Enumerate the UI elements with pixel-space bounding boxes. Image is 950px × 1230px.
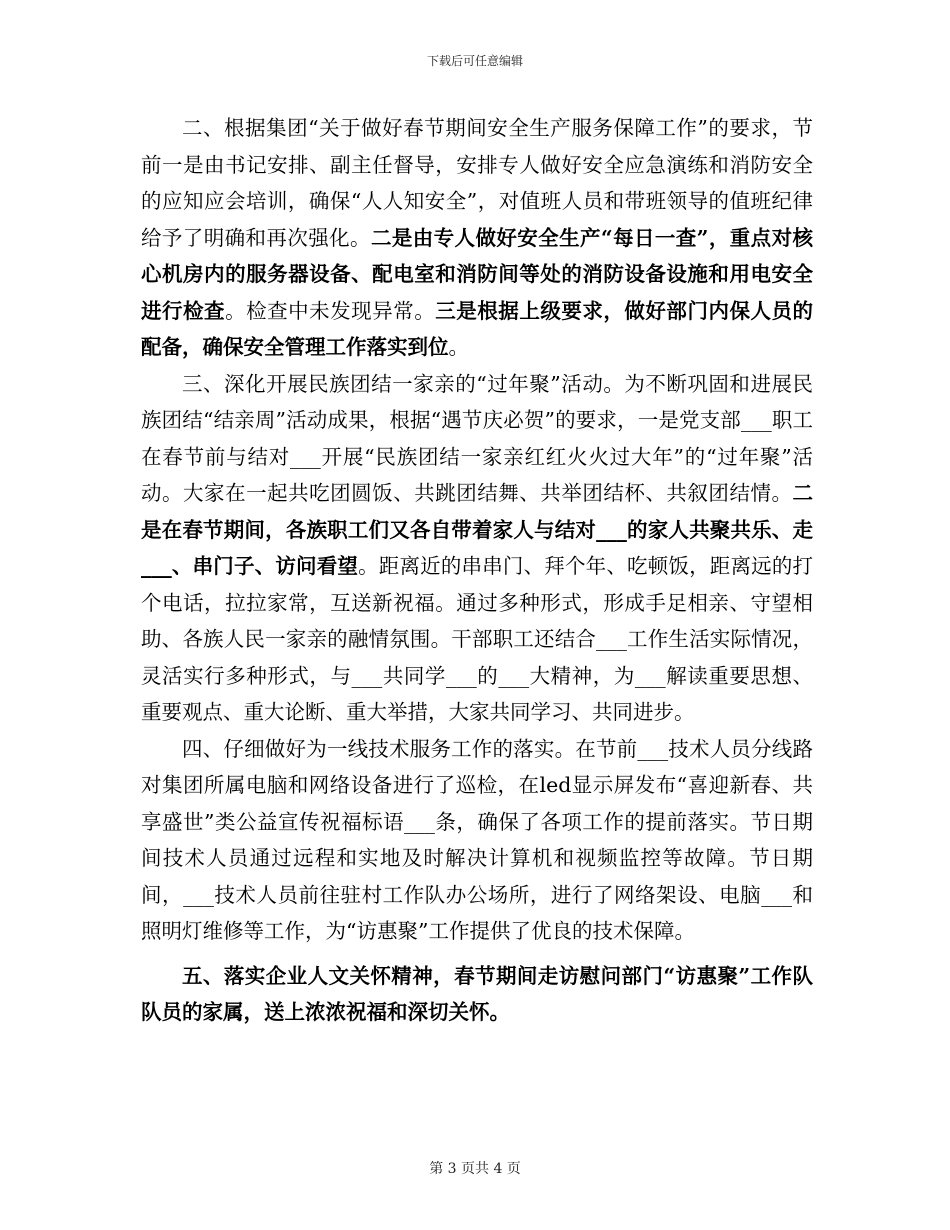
- paragraph-2-safety: [141, 110, 813, 366]
- text-segment: 四、仔细做好为一线技术服务工作的落实。在节前___技术人员分线路对集团所属电脑和网络设备进行了巡检，在led显示屏发布“喜迎新春、共享盛世”类公益宣传祝福标语___条，确保了各项工作的提前落实。节日期间技术人员通过远程和实地及时解决计算机和视频监控等故障。节日期间，___技术人员前往驻村工作队办公场所，进行了网络架设、电脑___和照明灯维修等工作，为“访惠聚”工作提供了优良的技术保障。: [141, 736, 813, 943]
- paragraph-3-unity: [141, 366, 813, 731]
- text-segment: 。: [448, 335, 469, 359]
- text-segment: 二、根据集团“关于做好春节期间安全生产服务保障工作”的要求，节前一是由书记安排、副主任督导，安排专人做好安全应急演练和消防安全的应知应会培训，确保“人人知安全”，对值班人员和带班领导的值班纪律给予了明确和再次强化。: [141, 116, 813, 250]
- paragraph-5-care: [141, 958, 813, 1031]
- page-header: 下载后可任意编辑: [426, 54, 523, 68]
- text-segment: 。检查中未发现异常。: [225, 298, 436, 323]
- bold-segment: 二是由专人做好安全生产“每日一查”，重点对核心机房内的服务器设备、配电室和消防间等处的消防设备设施和用电安全进行检查: [141, 225, 813, 323]
- bold-segment: 五、落实企业人文关怀精神，春节期间走访慰问部门“访惠聚”工作队队员的家属，送上浓浓祝福和深切关怀。: [141, 963, 813, 1024]
- page-footer: 第 3 页共 4 页: [429, 1161, 521, 1177]
- text-segment: 三、深化开展民族团结一家亲的“过年聚”活动。为不断巩固和进展民族团结“结亲周”活动成果，根据“遇节庆必贺”的要求，一是党支部___职工在春节前与结对___开展“民族团结一家亲红红火火过大年”的“过年聚”活动。大家在一起共吃团圆饭、共跳团结舞、共举团结杯、共叙团结情。: [141, 371, 813, 505]
- bold-segment: 二是在春节期间，各族职工们又各自带着家人与结对___的家人共聚共乐、走___、串门子、访问看望: [141, 481, 813, 578]
- document-body: [141, 110, 813, 1031]
- bold-segment: 三是根据上级要求，做好部门内保人员的配备，确保安全管理工作落实到位: [141, 298, 814, 359]
- paragraph-4-tech-service: [141, 731, 813, 950]
- text-segment: 。距离近的串串门、拜个年、吃顿饭，距离远的打个电话，拉拉家常，互送新祝福。通过多种形式，形成手足相亲、守望相助、各族人民一家亲的融情氛围。干部职工还结合___工作生活实际情况，灵活实行多种形式，与___共同学___的___大精神，为___解读重要思想、重要观点、重大论断、重大举措，大家共同学习、共同进步。: [141, 554, 814, 724]
